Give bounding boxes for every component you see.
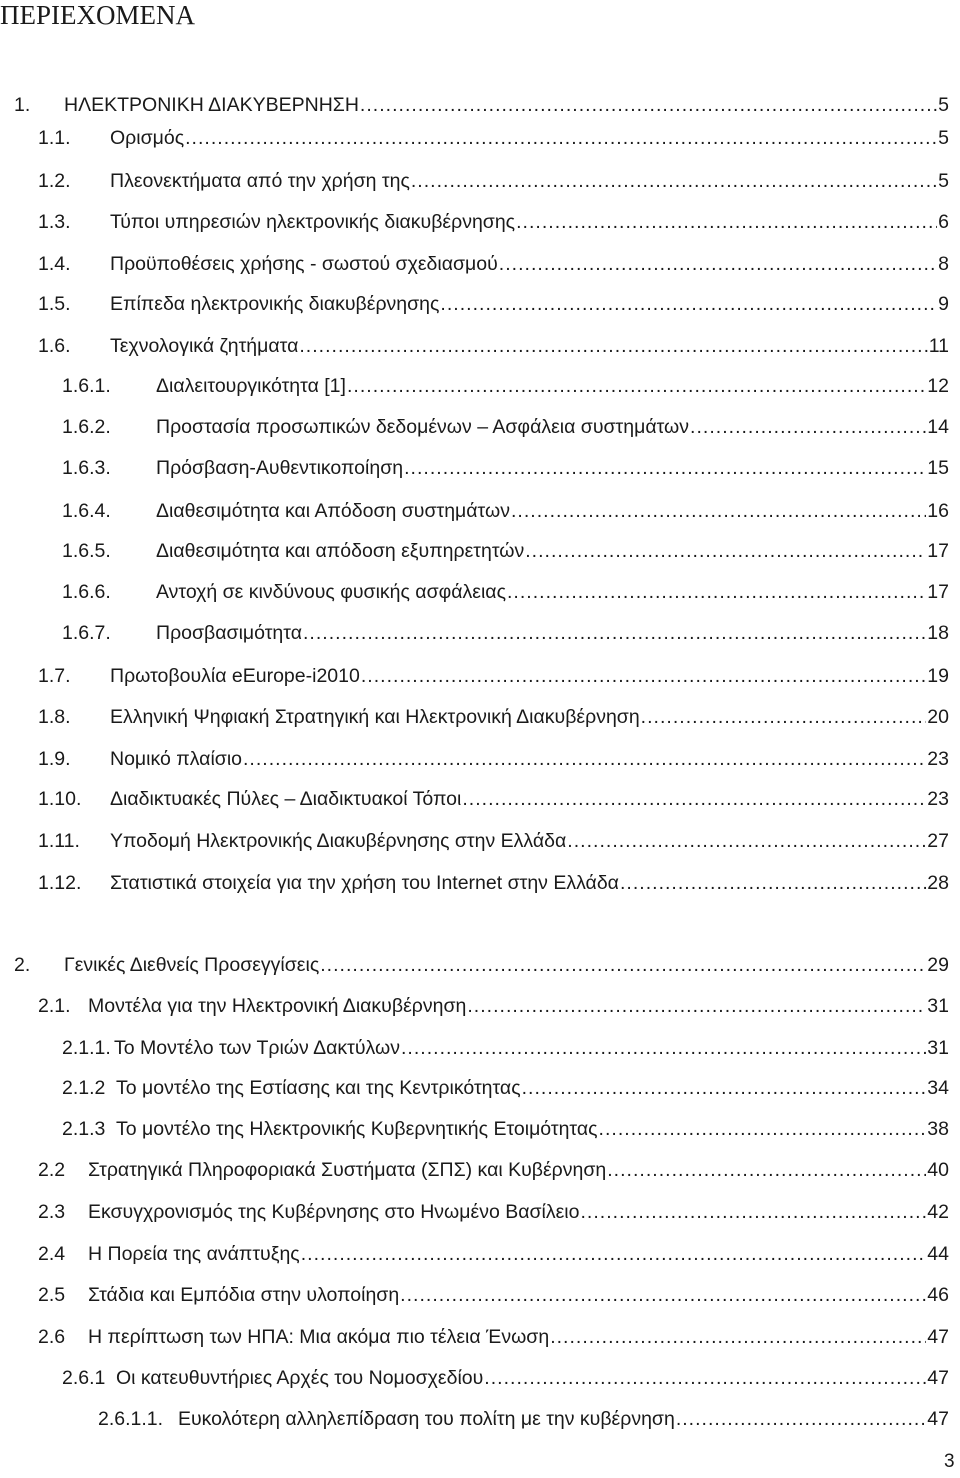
dot-leader [620, 869, 926, 897]
toc-entry-number: 2. [14, 954, 31, 976]
toc-entry-number: 1.4. [38, 253, 71, 275]
toc-entry-page: 11 [928, 335, 949, 357]
toc-entry-page: 20 [927, 706, 949, 728]
toc-entry-page: 34 [927, 1077, 949, 1099]
toc-entry[interactable] [38, 124, 949, 152]
toc-entry-number: 2.1. [38, 995, 71, 1017]
page-number: 3 [944, 1451, 955, 1472]
toc-entry-page: 29 [927, 954, 949, 976]
toc-entry-number: 2.1.2 [62, 1077, 106, 1099]
toc-entry[interactable] [38, 208, 949, 236]
dot-leader [467, 992, 926, 1020]
toc-entry-title: Νομικό πλαίσιο [110, 748, 242, 770]
toc-entry[interactable] [38, 1156, 949, 1184]
toc-entry[interactable] [14, 91, 949, 119]
toc-entry-number: 1.6.6. [62, 581, 111, 603]
toc-entry-number: 1.6.4. [62, 500, 111, 522]
toc-entry-page: 8 [938, 253, 949, 275]
toc-entry-page: 47 [927, 1367, 949, 1389]
toc-entry[interactable] [14, 951, 949, 979]
toc-entry[interactable] [38, 703, 949, 731]
toc-entry-title: ΗΛΕΚΤΡΟΝΙΚΗ ΔΙΑΚΥΒΕΡΝΗΣΗ [64, 94, 359, 116]
toc-entry-title: Στρατηγικά Πληροφοριακά Συστήματα (ΣΠΣ) και Κυβέρνηση [88, 1159, 607, 1181]
toc-entry[interactable] [62, 497, 949, 525]
toc-entry-number: 1.11. [38, 830, 80, 852]
toc-entry-title: Η Πορεία της ανάπτυξης [88, 1243, 300, 1265]
toc-entry-page: 17 [927, 581, 949, 603]
toc-entry-page: 47 [927, 1326, 949, 1348]
toc-entry[interactable] [62, 1074, 949, 1102]
toc-entry-title: Ελληνική Ψηφιακή Στρατηγική και Ηλεκτρονική Διακυβέρνηση [110, 706, 640, 728]
dot-leader [499, 250, 937, 278]
dot-leader [361, 662, 926, 690]
toc-entry-title: Το Μοντέλο των Τριών Δακτύλων [114, 1037, 400, 1059]
toc-entry[interactable] [38, 1198, 949, 1226]
toc-entry[interactable] [38, 290, 949, 318]
toc-entry[interactable] [38, 992, 949, 1020]
dot-leader [243, 745, 926, 773]
toc-entry[interactable] [62, 1034, 949, 1062]
toc-entry[interactable] [38, 1240, 949, 1268]
toc-entry-page: 14 [927, 416, 949, 438]
toc-entry-number: 1.6. [38, 335, 71, 357]
toc-entry-title: Πρόσβαση-Αυθεντικοποίηση [156, 457, 404, 479]
dot-leader [507, 578, 926, 606]
toc-entry[interactable] [62, 578, 949, 606]
toc-entry-number: 1.3. [38, 211, 71, 233]
toc-entry-title: Τεχνολογικά ζητήματα [110, 335, 299, 357]
dot-leader [320, 951, 926, 979]
toc-entry-page: 46 [927, 1284, 949, 1306]
toc-entry-page: 12 [927, 375, 949, 397]
dot-leader [511, 497, 926, 525]
toc-entry-title: Διαλειτουργικότητα [1] [156, 375, 346, 397]
dot-leader [525, 537, 926, 565]
toc-entry[interactable] [38, 827, 949, 855]
toc-entry-number: 2.2 [38, 1159, 66, 1181]
toc-entry-page: 15 [927, 457, 949, 479]
toc-entry-title: Το μοντέλο της Εστίασης και της Κεντρικότητας [116, 1077, 521, 1099]
toc-entry-page: 31 [927, 1037, 949, 1059]
toc-entry[interactable] [98, 1405, 949, 1433]
toc-entry[interactable] [38, 1323, 949, 1351]
toc-entry-number: 1.12. [38, 872, 82, 894]
dot-leader [641, 703, 927, 731]
dot-leader [462, 785, 926, 813]
dot-leader [440, 290, 937, 318]
dot-leader [550, 1323, 926, 1351]
dot-leader [299, 332, 927, 360]
dot-leader [411, 167, 937, 195]
toc-entry-number: 1.6.5. [62, 540, 111, 562]
toc-entry-title: Ορισμός [110, 127, 185, 149]
toc-entry[interactable] [38, 869, 949, 897]
dot-leader [676, 1405, 926, 1433]
toc-entry-title: Ευκολότερη αλληλεπίδραση του πολίτη με την κυβέρνηση [178, 1408, 675, 1430]
dot-leader [347, 372, 926, 400]
toc-entry[interactable] [62, 1115, 949, 1143]
toc-entry-number: 1.7. [38, 665, 71, 687]
toc-entry[interactable] [38, 785, 949, 813]
toc-entry[interactable] [62, 537, 949, 565]
toc-entry[interactable] [38, 167, 949, 195]
toc-entry-number: 1.10. [38, 788, 82, 810]
dot-leader [522, 1074, 927, 1102]
toc-entry[interactable] [62, 1364, 949, 1392]
toc-entry-number: 1.6.1. [62, 375, 111, 397]
toc-entry-number: 1.6.3. [62, 457, 111, 479]
dot-leader [607, 1156, 926, 1184]
toc-entry-page: 19 [927, 665, 949, 687]
toc-entry-title: Προσβασιμότητα [156, 622, 302, 644]
toc-entry[interactable] [38, 250, 949, 278]
toc-entry-title: Πρωτοβουλία eEurope-i2010 [110, 665, 360, 687]
dot-leader [185, 124, 937, 152]
toc-entry-number: 2.5 [38, 1284, 66, 1306]
toc-entry-page: 17 [927, 540, 949, 562]
toc-entry-page: 31 [927, 995, 949, 1017]
toc-entry-number: 1.6.7. [62, 622, 111, 644]
toc-entry-page: 16 [927, 500, 949, 522]
page-title: ΠΕΡΙΕΧΟΜΕΝΑ [0, 0, 195, 30]
toc-entry-page: 23 [927, 748, 949, 770]
toc-entry[interactable] [38, 1281, 949, 1309]
toc-entry-page: 44 [927, 1243, 949, 1265]
toc-entry-title: Υποδομή Ηλεκτρονικής Διακυβέρνησης στην Ελλάδα [110, 830, 567, 852]
dot-leader [301, 1240, 927, 1268]
toc-entry-number: 1. [14, 94, 31, 116]
toc-entry-number: 1.1. [38, 127, 71, 149]
dot-leader [401, 1034, 926, 1062]
toc-entry-title: Διαδικτυακές Πύλες – Διαδικτυακοί Τόποι [110, 788, 462, 810]
dot-leader [303, 619, 926, 647]
toc-entry-page: 5 [938, 94, 949, 116]
toc-entry[interactable] [62, 619, 949, 647]
dot-leader [690, 413, 926, 441]
dot-leader [599, 1115, 927, 1143]
toc-entry-page: 5 [938, 170, 949, 192]
toc-entry[interactable] [62, 372, 949, 400]
toc-entry-title: Γενικές Διεθνείς Προσεγγίσεις [64, 954, 320, 976]
toc-entry-number: 2.6.1.1. [98, 1408, 164, 1430]
toc-entry-title: Πλεονεκτήματα από την χρήση της [110, 170, 410, 192]
dot-leader [516, 208, 937, 236]
toc-entry-page: 27 [927, 830, 949, 852]
toc-entry-page: 9 [938, 293, 949, 315]
toc-entry-page: 5 [938, 127, 949, 149]
dot-leader [400, 1281, 926, 1309]
toc-entry-number: 2.4 [38, 1243, 66, 1265]
toc-entry[interactable] [62, 454, 949, 482]
dot-leader [404, 454, 926, 482]
toc-entry-title: Στάδια και Εμπόδια στην υλοποίηση [88, 1284, 400, 1306]
toc-entry-number: 1.6.2. [62, 416, 111, 438]
toc-entry-page: 6 [938, 211, 949, 233]
toc-entry-page: 18 [927, 622, 949, 644]
toc-entry-title: Στατιστικά στοιχεία για την χρήση του Internet στην Ελλάδα [110, 872, 619, 894]
toc-entry-number: 1.2. [38, 170, 71, 192]
toc-entry[interactable] [38, 662, 949, 690]
toc-entry-title: Προστασία προσωπικών δεδομένων – Ασφάλεια συστημάτων [156, 416, 690, 438]
toc-entry-title: Το μοντέλο της Ηλεκτρονικής Κυβερνητικής Ετοιμότητας [116, 1118, 598, 1140]
toc-entry-title: Η περίπτωση των ΗΠΑ: Μια ακόμα πιο τέλεια Ένωση [88, 1326, 550, 1348]
dot-leader [360, 91, 937, 119]
toc-entry[interactable] [62, 413, 949, 441]
toc-entry-title: Διαθεσιμότητα και Απόδοση συστημάτων [156, 500, 510, 522]
toc-entry-number: 2.6 [38, 1326, 66, 1348]
toc-entry-title: Προϋποθέσεις χρήσης - σωστού σχεδιασμού [110, 253, 498, 275]
toc-entry-number: 2.1.1. [62, 1037, 111, 1059]
toc-entry-title: Επίπεδα ηλεκτρονικής διακυβέρνησης [110, 293, 440, 315]
toc-entry-title: Οι κατευθυντήριες Αρχές του Νομοσχεδίου [116, 1367, 484, 1389]
toc-entry-page: 23 [927, 788, 949, 810]
toc-entry-number: 1.9. [38, 748, 71, 770]
toc-entry-page: 38 [927, 1118, 949, 1140]
toc-entry-title: Τύποι υπηρεσιών ηλεκτρονικής διακυβέρνησης [110, 211, 516, 233]
dot-leader [484, 1364, 926, 1392]
toc-entry[interactable] [38, 332, 949, 360]
toc-entry-page: 28 [927, 872, 949, 894]
dot-leader [580, 1198, 926, 1226]
toc-entry-number: 2.1.3 [62, 1118, 106, 1140]
toc-entry-title: Διαθεσιμότητα και απόδοση εξυπηρετητών [156, 540, 525, 562]
toc-entry-page: 42 [927, 1201, 949, 1223]
toc-entry-page: 47 [927, 1408, 949, 1430]
toc-entry-title: Μοντέλα για την Ηλεκτρονική Διακυβέρνηση [88, 995, 467, 1017]
toc-entry-title: Εκσυγχρονισμός της Κυβέρνησης στο Ηνωμένο Βασίλειο [88, 1201, 580, 1223]
toc-entry-number: 1.5. [38, 293, 71, 315]
dot-leader [567, 827, 926, 855]
toc-entry[interactable] [38, 745, 949, 773]
toc-entry-page: 40 [927, 1159, 949, 1181]
toc-entry-number: 1.8. [38, 706, 71, 728]
toc-entry-title: Αντοχή σε κινδύνους φυσικής ασφάλειας [156, 581, 506, 603]
toc-entry-number: 2.3 [38, 1201, 66, 1223]
toc-entry-number: 2.6.1 [62, 1367, 106, 1389]
